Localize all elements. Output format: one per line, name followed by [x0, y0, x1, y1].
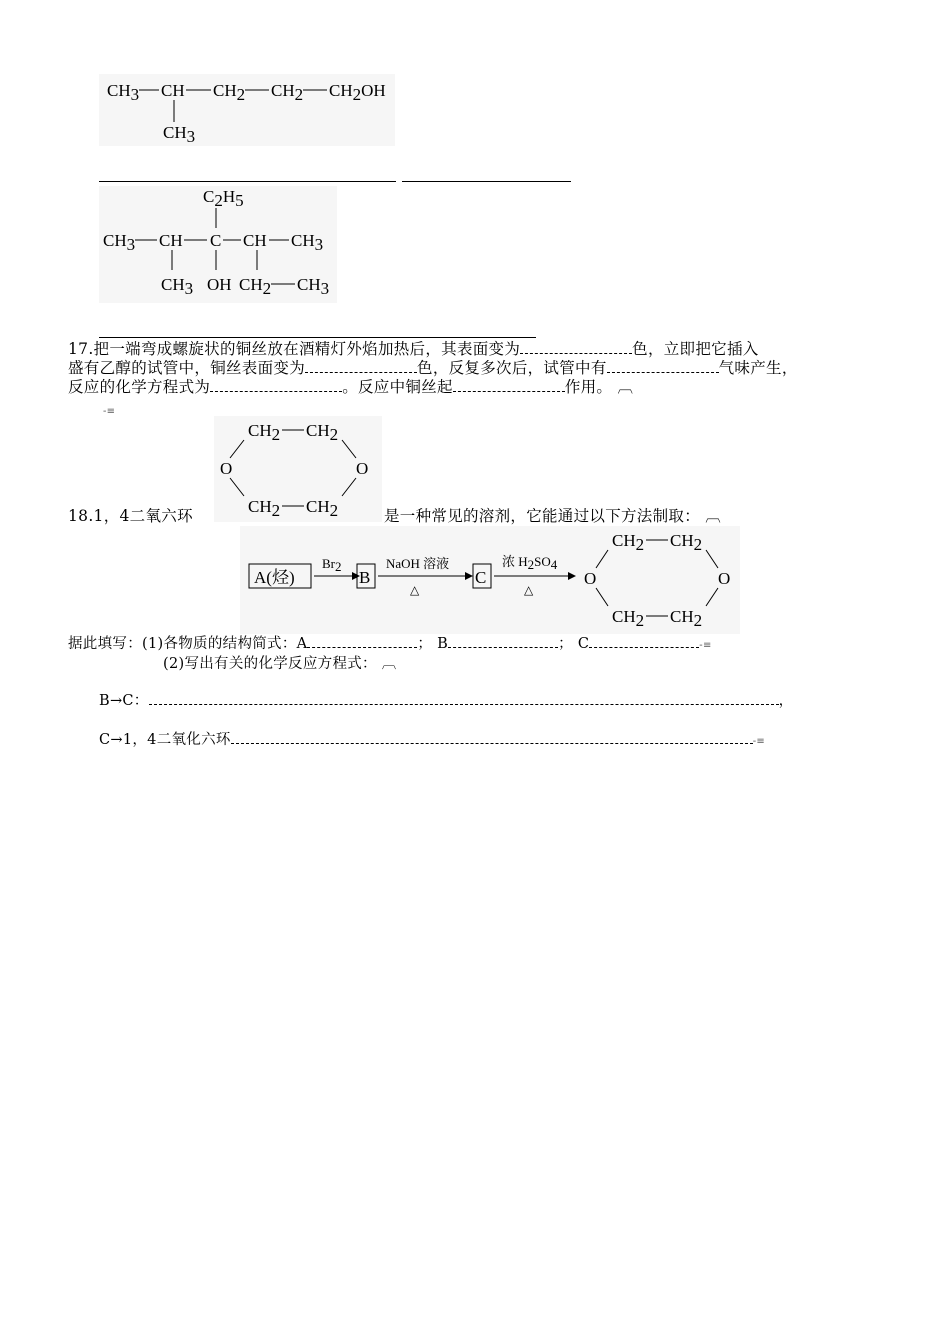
q17-blank-color-1[interactable] — [520, 341, 632, 354]
q17-blank-smell[interactable] — [607, 360, 719, 373]
q18-tail-text: 是一种常见的溶剂，它能通过以下方法制取： — [384, 507, 701, 525]
svg-text:CH2: CH2 — [670, 607, 703, 630]
scheme-heat-2: △ — [524, 583, 534, 597]
q18-bc-line: B→C： ， — [99, 693, 794, 709]
q17-text-1b: 色，立即把它插入 — [632, 340, 759, 358]
svg-text:CH2OH: CH2OH — [329, 81, 386, 104]
q18-part1-line: 据此填写：(1)各物质的结构简式：A ； B ； C -≡ — [68, 636, 712, 652]
q18-blank-bc-equation[interactable] — [149, 692, 779, 705]
answer-line-1b[interactable] — [402, 181, 571, 182]
q17-text-2b: 色，反复多次后，试管中有 — [417, 359, 607, 377]
q18-cd-label: C→1，4二氧化六环 — [99, 732, 231, 748]
q17-line-1 — [68, 340, 759, 359]
q18-blank-cd-equation[interactable] — [231, 731, 753, 744]
q18-part2-line — [163, 655, 397, 674]
molecule-2-structure — [99, 186, 337, 303]
svg-text:C2H5: C2H5 — [203, 187, 244, 210]
q17-text-3b: 。反应中铜丝起 — [342, 378, 453, 396]
scheme-heat-1: △ — [410, 583, 420, 597]
svg-text:O: O — [356, 459, 369, 478]
scheme-reagent-naoh: NaOH 溶液 — [386, 556, 450, 571]
q17-blank-equation[interactable] — [210, 379, 342, 392]
scheme-box-c: C — [475, 568, 487, 587]
q17-text-2a: 盛有乙醇的试管中，铜丝表面变为 — [68, 359, 306, 377]
q18-part2-text: (2)写出有关的化学反应方程式： — [163, 656, 377, 672]
q18-a-label: A — [296, 636, 308, 652]
molecule-1-structure — [99, 74, 395, 146]
q17-text-3c: 作用。 — [564, 378, 613, 396]
svg-text:CH2: CH2 — [239, 275, 272, 298]
svg-text:CH: CH — [243, 231, 267, 250]
q18-part1-text: (1)各物质的结构简式： — [142, 636, 297, 652]
scheme-box-a: A(烃) — [254, 568, 295, 587]
q18-b-label: B — [437, 636, 449, 652]
q18-bc-label: B→C： — [99, 693, 149, 709]
svg-text:CH3: CH3 — [161, 275, 194, 298]
svg-text:CH2: CH2 — [248, 421, 281, 444]
svg-text:OH: OH — [207, 275, 232, 294]
end-mark-1: -≡ — [103, 406, 116, 417]
q18-c-label: C — [577, 636, 590, 652]
scheme-box-b: B — [359, 568, 371, 587]
svg-text:CH2: CH2 — [271, 81, 304, 104]
q17-line-3 — [68, 378, 633, 397]
svg-text:CH2: CH2 — [306, 497, 339, 520]
answer-line-2[interactable] — [99, 337, 536, 338]
svg-text:CH: CH — [161, 81, 185, 100]
svg-text:O: O — [220, 459, 233, 478]
svg-text:CH2: CH2 — [213, 81, 246, 104]
svg-text:浓 H2SO4: 浓 H2SO4 — [502, 554, 558, 572]
svg-text:CH3: CH3 — [103, 231, 136, 254]
dioxane-structure-inline — [214, 416, 382, 522]
reaction-scheme — [240, 526, 740, 634]
q17-text-1a: 17.把一端弯成螺旋状的铜丝放在酒精灯外焰加热后，其表面变为 — [68, 340, 521, 358]
q18-blank-c[interactable] — [589, 635, 699, 648]
q17-blank-role[interactable] — [453, 379, 565, 392]
svg-text:CH2: CH2 — [612, 607, 645, 630]
svg-text:CH3: CH3 — [163, 123, 196, 146]
svg-text:CH2: CH2 — [670, 531, 703, 554]
answer-line-1a[interactable] — [99, 181, 396, 182]
svg-text:CH3: CH3 — [107, 81, 140, 104]
svg-text:CH2: CH2 — [306, 421, 339, 444]
svg-text:CH2: CH2 — [612, 531, 645, 554]
q17-blank-color-2[interactable] — [305, 360, 417, 373]
svg-text:CH3: CH3 — [297, 275, 330, 298]
svg-text:C: C — [210, 231, 222, 250]
svg-text:O: O — [584, 569, 597, 588]
q17-line-2 — [68, 359, 798, 378]
svg-text:CH3: CH3 — [291, 231, 324, 254]
svg-text:O: O — [718, 569, 731, 588]
q18-blank-b[interactable] — [448, 635, 558, 648]
q17-text-3a: 反应的化学方程式为 — [68, 378, 211, 396]
q18-cd-line: C→1，4二氧化六环 -≡ — [99, 732, 766, 748]
svg-text:Br2: Br2 — [322, 556, 342, 574]
svg-text:CH: CH — [159, 231, 183, 250]
q18-intro: 18.1，4二氧六环 — [68, 507, 193, 525]
q18-fill-label: 据此填写： — [68, 636, 142, 652]
bracket-mark-icon: ︹ — [617, 378, 634, 396]
svg-text:CH2: CH2 — [248, 497, 281, 520]
bracket-mark-icon: ︹ — [381, 656, 397, 672]
bracket-mark-icon: ︹ — [705, 507, 722, 525]
q17-text-2c: 气味产生， — [718, 359, 798, 377]
q18-intro-tail — [384, 507, 721, 526]
q18-blank-a[interactable] — [307, 635, 417, 648]
